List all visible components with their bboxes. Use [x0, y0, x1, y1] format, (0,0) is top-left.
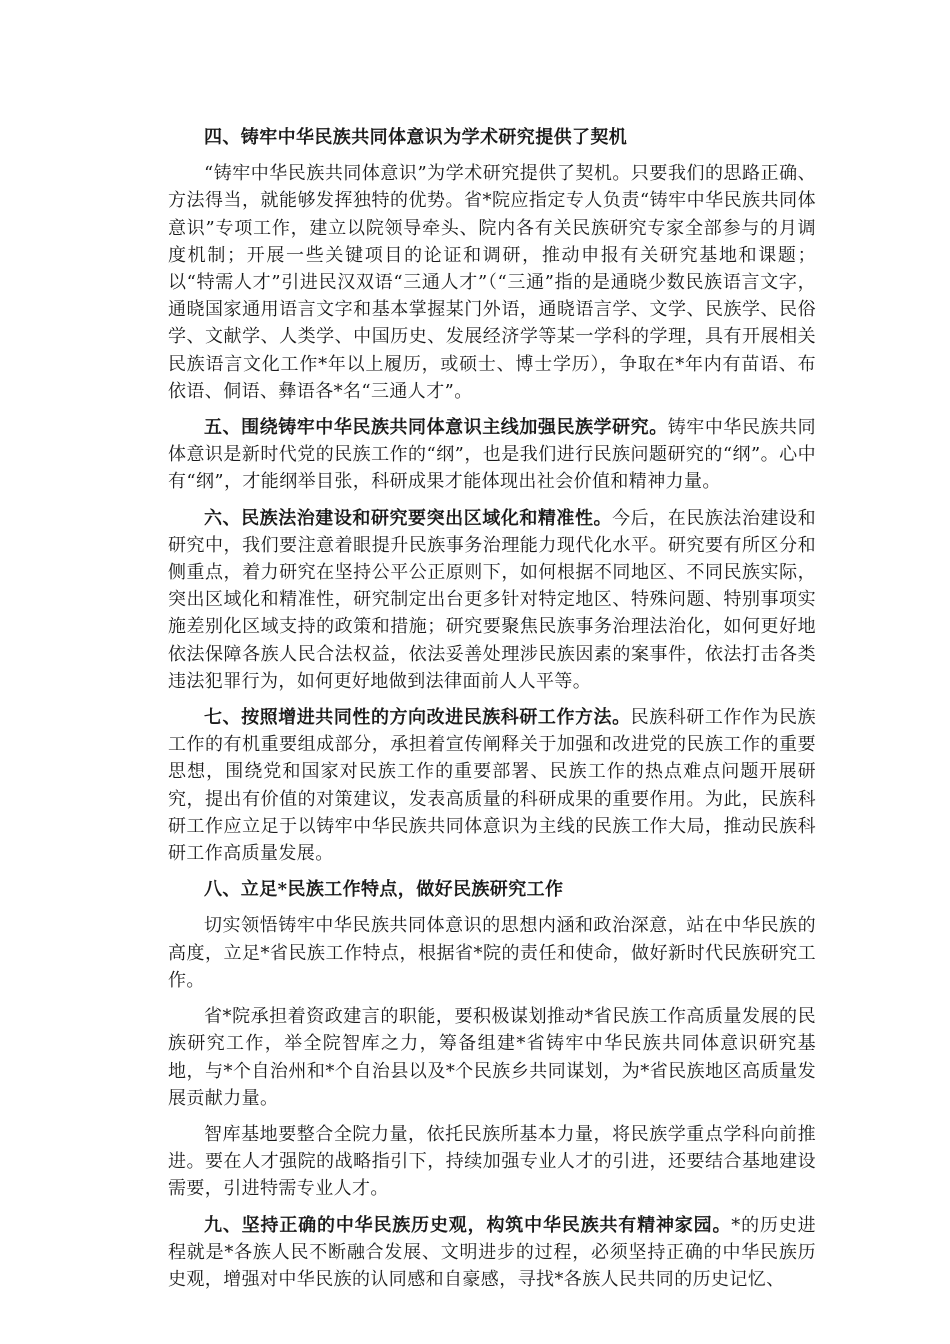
paragraph-8c: 智库基地要整合全院力量，依托民族所基本力量，将民族学重点学科向前推进。要在人才强院的战略指引下，持续加强专业人才的引进，还要结合基地建设需要，引进特需专业人才。	[168, 1123, 816, 1200]
section-heading-4: 四、铸牢中华民族共同体意识为学术研究提供了契机	[204, 127, 628, 148]
lead-heading-6: 六、民族法治建设和研究要突出区域化和精准性。	[204, 507, 613, 529]
paragraph-9-body: *的历史进程就是*各族人民不断融合发展、文明进步的过程，必须坚持正确的中华民族历史观，增强对中华民族的认同感和自豪感，寻找*各族人民共同的历史记忆、	[168, 1214, 817, 1290]
paragraph-7-body: 民族科研工作作为民族工作的有机重要组成部分，承担着宣传阐释关于加强和改进党的民族工作的重要思想，围绕党和国家对民族工作的重要部署、民族工作的热点难点问题开展研究，提出有价值的对策建议，发表高质量的科研成果的重要作用。为此，民族科研工作应立足于以铸牢中华民族共同体意识为主线的民族工作大局，推动民族科研工作高质量发展。	[168, 707, 817, 865]
paragraph-8b: 省*院承担着资政建言的职能，要积极谋划推动*省民族工作高质量发展的民族研究工作，举全院智库之力，筹备组建*省铸牢中华民族共同体意识研究基地，与*个自治州和*个自治县以及*个民族乡共同谋划，为*省民族地区高质量发展贡献力量。	[168, 1006, 816, 1109]
paragraph-8a: 切实领悟铸牢中华民族共同体意识的思想内涵和政治深意，站在中华民族的高度，立足*省民族工作特点，根据省*院的责任和使命，做好新时代民族研究工作。	[168, 915, 816, 991]
paragraph-5-body: 铸牢中华民族共同体意识是新时代党的民族工作的“纲”，也是我们进行民族问题研究的“纲”。心中有“纲”，才能纲举目张，科研成果才能体现出社会价值和精神力量。	[168, 417, 816, 493]
lead-heading-9: 九、坚持正确的中华民族历史观，构筑中华民族共有精神家园。	[204, 1214, 732, 1236]
paragraph-6-body: 今后，在民族法治建设和研究中，我们要注意着眼提升民族事务治理能力现代化水平。研究要有所区分和侧重点，着力研究在坚持公平公正原则下，如何根据不同地区、不同民族实际，突出区域化和精准性，研究制定出台更多针对特定地区、特殊问题、特别事项实施差别化区域支持的政策和措施；研究要聚焦民族事务治理法治化，如何更好地依法保障各族人民合法权益，依法妥善处理涉民族因素的案事件，依法打击各类违法犯罪行为，如何更好地做到法律面前人人平等。	[168, 507, 816, 692]
lead-heading-7: 七、按照增进共同性的方向改进民族科研工作方法。	[204, 707, 631, 729]
paragraph-6	[168, 505, 816, 695]
paragraph-7	[168, 704, 816, 867]
paragraph-4-body: “铸牢中华民族共同体意识”为学术研究提供了契机。只要我们的思路正确、方法得当，就能够发挥独特的优势。省*院应指定专人负责“铸牢中华民族共同体意识”专项工作，建立以院领导牵头、院内各有关民族研究专家全部参与的月调度机制；开展一些关键项目的论证和调研，推动申报有关研究基地和课题；以“特需人才”引进民汉双语“三通人才”（“三通”指的是通晓少数民族语言文字，通晓国家通用语言文字和基本掌握某门外语，通晓语言学、文学、民族学、民俗学、文献学、人类学、中国历史、发展经济学等某一学科的学理，具有开展相关民族语言文化工作*年以上履历，或硕士、博士学历），争取在*年内有苗语、布依语、侗语、彝语各*名“三通人才”。	[168, 163, 816, 402]
document-page	[168, 124, 816, 1302]
lead-heading-5: 五、围绕铸牢中华民族共同体意识主线加强民族学研究。	[204, 417, 668, 439]
section-heading-8: 八、立足*民族工作特点，做好民族研究工作	[204, 879, 564, 901]
paragraph-9	[168, 1212, 816, 1294]
paragraph-5	[168, 414, 816, 496]
